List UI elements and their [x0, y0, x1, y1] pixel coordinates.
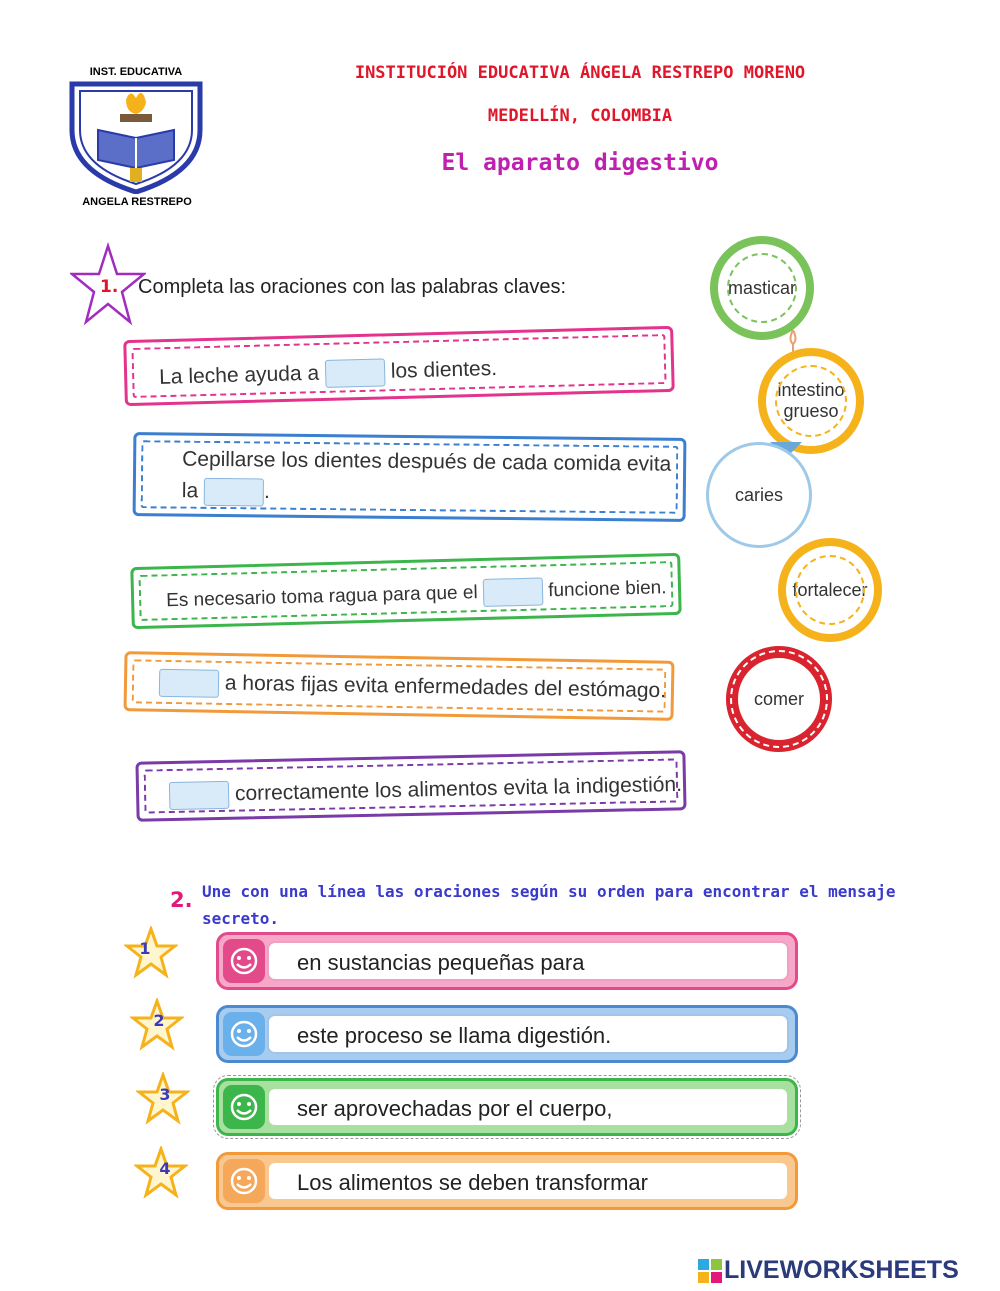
- keyword-masticar[interactable]: [710, 236, 814, 340]
- order-number-3: 3: [159, 1085, 171, 1104]
- sentence-1-before: La leche ayuda a: [158, 361, 320, 389]
- order-sentence-1[interactable]: [216, 932, 798, 990]
- answer-blank-5[interactable]: [169, 781, 230, 810]
- answer-blank-2[interactable]: [204, 478, 264, 507]
- keyword-caries[interactable]: [706, 442, 812, 548]
- order-sentence-4[interactable]: [216, 1152, 798, 1210]
- sentence-3: [130, 553, 681, 629]
- section1-instruction: Completa las oraciones con las palabras claves:: [138, 276, 566, 298]
- sentence-2: [133, 432, 687, 522]
- smiley-icon: [223, 939, 265, 983]
- city-name: MEDELLÍN, COLOMBIA: [487, 106, 673, 126]
- order-star-3: [136, 1072, 190, 1126]
- sentence-3-before: Es necesario toma ragua para que el: [165, 582, 478, 612]
- order-sentence-4-text: Los alimentos se deben transformar: [297, 1170, 648, 1195]
- keyword-comer-label: comer: [753, 688, 804, 709]
- section2-instruction: Une con una línea las oraciones según su orden para encontrar el mensaje secreto.: [202, 882, 896, 928]
- liveworksheets-logo: [698, 1256, 996, 1286]
- liveworksheets-icon: [698, 1259, 722, 1283]
- order-number-4: 4: [159, 1159, 171, 1178]
- order-sentence-2[interactable]: [216, 1005, 798, 1063]
- keyword-fortalecer-label: fortalecer: [792, 579, 868, 600]
- keyword-masticar-label: masticar: [727, 277, 796, 298]
- order-star-1: [124, 926, 178, 980]
- order-number-1: 1: [139, 939, 151, 958]
- smiley-icon: [223, 1012, 265, 1056]
- section1-number: 1.: [100, 277, 119, 297]
- sentence-3-after: funcione bien.: [547, 577, 667, 602]
- sentence-5: [135, 750, 686, 822]
- sentence-4: [124, 651, 675, 721]
- keyword-intestino-label: intestino grueso: [777, 380, 845, 421]
- order-star-2: [130, 998, 184, 1052]
- smiley-icon: [223, 1159, 265, 1203]
- sentence-2-after: .: [263, 480, 271, 504]
- order-sentence-1-text: en sustancias pequeñas para: [297, 950, 585, 975]
- section2-number: 2.: [170, 888, 193, 912]
- smiley-icon: [223, 1085, 265, 1129]
- answer-blank-1[interactable]: [325, 358, 386, 388]
- institution-name: INSTITUCIÓN EDUCATIVA ÁNGELA RESTREPO MORENO: [354, 63, 806, 83]
- keyword-comer[interactable]: [726, 646, 832, 752]
- order-sentence-2-text: este proceso se llama digestión.: [297, 1023, 612, 1048]
- order-number-2: 2: [153, 1011, 165, 1030]
- sentence-1-after: los dientes.: [390, 356, 498, 383]
- logo-top-text: INST. EDUCATIVA: [89, 66, 183, 78]
- sentence-5-after: correctamente los alimentos evita la indigestión.: [234, 772, 683, 806]
- order-star-4: [134, 1146, 188, 1200]
- keyword-caries-label: caries: [734, 484, 783, 505]
- order-sentence-3-text: ser aprovechadas por el cuerpo,: [297, 1096, 613, 1121]
- school-logo: [66, 66, 214, 214]
- shield-icon: [68, 80, 204, 194]
- sentence-4-after: a horas fijas evita enfermedades del estómago.: [224, 671, 667, 703]
- logo-bottom-text: ANGELA RESTREPO: [82, 196, 192, 208]
- brand-text: LIVEWORKSHEETS: [724, 1256, 959, 1284]
- sentence-1: [123, 326, 675, 406]
- sentence-2-before: la: [181, 479, 199, 503]
- order-sentence-3[interactable]: [216, 1078, 798, 1136]
- answer-blank-4[interactable]: [159, 669, 219, 698]
- answer-blank-3[interactable]: [483, 577, 544, 607]
- sentence-2-line1: Cepillarse los dientes después de cada comida evita: [182, 447, 672, 476]
- keyword-fortalecer[interactable]: [778, 538, 882, 642]
- page-title: El aparato digestivo: [441, 150, 719, 176]
